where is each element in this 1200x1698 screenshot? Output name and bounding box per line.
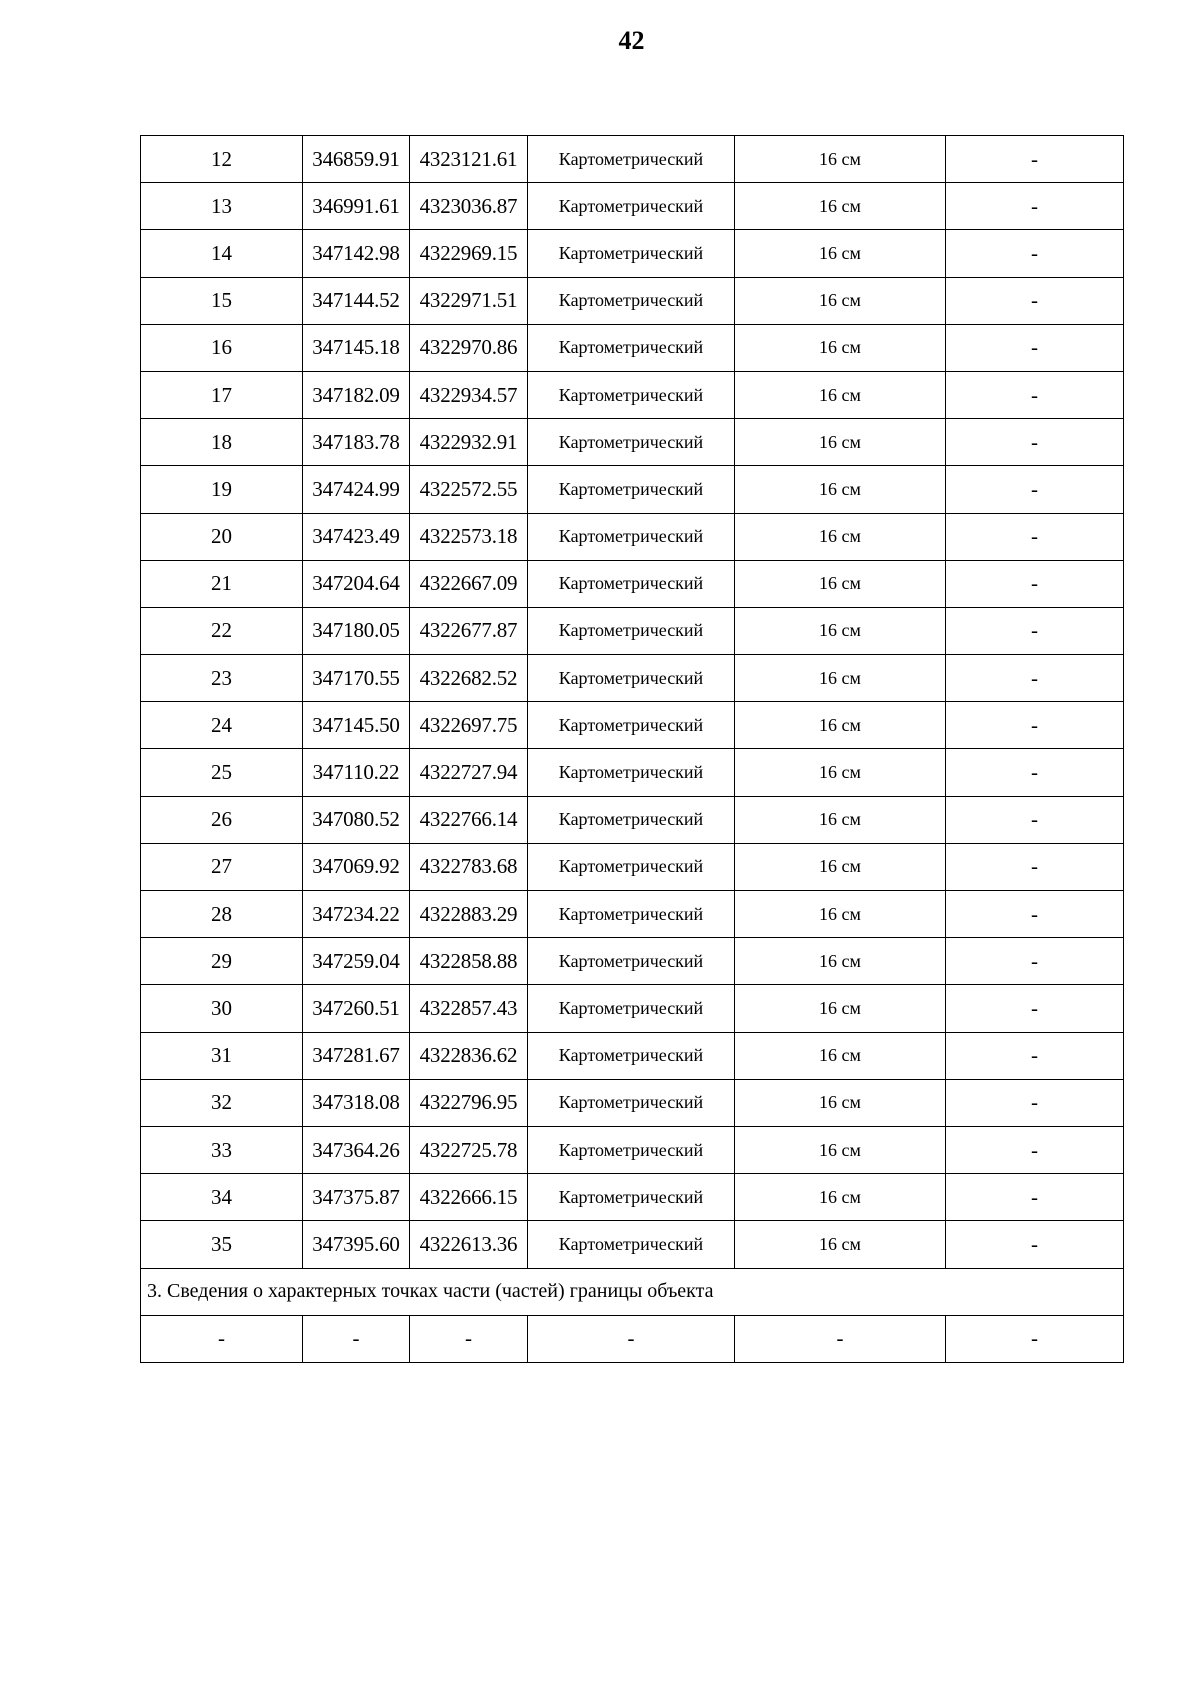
point-number-cell: 14: [141, 230, 303, 277]
description-cell: -: [946, 1079, 1124, 1126]
description-cell: -: [946, 1032, 1124, 1079]
table-row: [141, 560, 1124, 607]
y-coordinate-cell: 4322667.09: [410, 560, 528, 607]
table-row: [141, 938, 1124, 985]
precision-cell: 16 см: [735, 843, 946, 890]
table-row: [141, 796, 1124, 843]
empty-cell: -: [946, 1315, 1124, 1362]
y-coordinate-cell: 4322573.18: [410, 513, 528, 560]
method-cell: Картометрический: [528, 560, 735, 607]
point-number-cell: 19: [141, 466, 303, 513]
x-coordinate-cell: 347259.04: [303, 938, 410, 985]
x-coordinate-cell: 346991.61: [303, 183, 410, 230]
precision-cell: 16 см: [735, 1079, 946, 1126]
empty-cell: -: [410, 1315, 528, 1362]
y-coordinate-cell: 4322766.14: [410, 796, 528, 843]
description-cell: -: [946, 277, 1124, 324]
precision-cell: 16 см: [735, 938, 946, 985]
table-row: [141, 1315, 1124, 1362]
table-row: [141, 843, 1124, 890]
description-cell: -: [946, 607, 1124, 654]
x-coordinate-cell: 347180.05: [303, 607, 410, 654]
table-row: [141, 371, 1124, 418]
empty-cell: -: [735, 1315, 946, 1362]
method-cell: Картометрический: [528, 466, 735, 513]
table-row: [141, 702, 1124, 749]
table-row: [141, 277, 1124, 324]
description-cell: -: [946, 371, 1124, 418]
description-cell: -: [946, 891, 1124, 938]
empty-cell: -: [141, 1315, 303, 1362]
point-number-cell: 25: [141, 749, 303, 796]
x-coordinate-cell: 346859.91: [303, 136, 410, 183]
table-row: [141, 230, 1124, 277]
x-coordinate-cell: 347424.99: [303, 466, 410, 513]
x-coordinate-cell: 347182.09: [303, 371, 410, 418]
method-cell: Картометрический: [528, 985, 735, 1032]
x-coordinate-cell: 347145.50: [303, 702, 410, 749]
precision-cell: 16 см: [735, 607, 946, 654]
table-row: [141, 136, 1124, 183]
point-number-cell: 35: [141, 1221, 303, 1268]
y-coordinate-cell: 4322677.87: [410, 607, 528, 654]
point-number-cell: 31: [141, 1032, 303, 1079]
y-coordinate-cell: 4322971.51: [410, 277, 528, 324]
table-row: [141, 183, 1124, 230]
precision-cell: 16 см: [735, 655, 946, 702]
y-coordinate-cell: 4322572.55: [410, 466, 528, 513]
description-cell: -: [946, 560, 1124, 607]
precision-cell: 16 см: [735, 749, 946, 796]
table-row: [141, 1079, 1124, 1126]
table-row: [141, 1126, 1124, 1173]
table-row: [141, 466, 1124, 513]
y-coordinate-cell: 4322613.36: [410, 1221, 528, 1268]
point-number-cell: 13: [141, 183, 303, 230]
table-row: [141, 1174, 1124, 1221]
point-number-cell: 27: [141, 843, 303, 890]
y-coordinate-cell: 4322727.94: [410, 749, 528, 796]
x-coordinate-cell: 347260.51: [303, 985, 410, 1032]
section-title-row: [141, 1268, 1124, 1315]
method-cell: Картометрический: [528, 371, 735, 418]
precision-cell: 16 см: [735, 985, 946, 1032]
table-row: [141, 749, 1124, 796]
x-coordinate-cell: 347170.55: [303, 655, 410, 702]
point-number-cell: 26: [141, 796, 303, 843]
point-number-cell: 22: [141, 607, 303, 654]
empty-cell: -: [303, 1315, 410, 1362]
y-coordinate-cell: 4323036.87: [410, 183, 528, 230]
empty-cell: -: [528, 1315, 735, 1362]
precision-cell: 16 см: [735, 183, 946, 230]
point-number-cell: 18: [141, 419, 303, 466]
table-row: [141, 419, 1124, 466]
method-cell: Картометрический: [528, 324, 735, 371]
table-row: [141, 607, 1124, 654]
description-cell: -: [946, 419, 1124, 466]
description-cell: -: [946, 513, 1124, 560]
description-cell: -: [946, 230, 1124, 277]
description-cell: -: [946, 136, 1124, 183]
point-number-cell: 28: [141, 891, 303, 938]
table-row: [141, 513, 1124, 560]
y-coordinate-cell: 4322857.43: [410, 985, 528, 1032]
y-coordinate-cell: 4322934.57: [410, 371, 528, 418]
precision-cell: 16 см: [735, 277, 946, 324]
description-cell: -: [946, 655, 1124, 702]
point-number-cell: 30: [141, 985, 303, 1032]
point-number-cell: 29: [141, 938, 303, 985]
x-coordinate-cell: 347281.67: [303, 1032, 410, 1079]
precision-cell: 16 см: [735, 371, 946, 418]
precision-cell: 16 см: [735, 1126, 946, 1173]
description-cell: -: [946, 796, 1124, 843]
x-coordinate-cell: 347144.52: [303, 277, 410, 324]
x-coordinate-cell: 347204.64: [303, 560, 410, 607]
y-coordinate-cell: 4322883.29: [410, 891, 528, 938]
precision-cell: 16 см: [735, 891, 946, 938]
table-row: [141, 655, 1124, 702]
y-coordinate-cell: 4322970.86: [410, 324, 528, 371]
method-cell: Картометрический: [528, 277, 735, 324]
precision-cell: 16 см: [735, 230, 946, 277]
table-row: [141, 1221, 1124, 1268]
point-number-cell: 12: [141, 136, 303, 183]
point-number-cell: 24: [141, 702, 303, 749]
description-cell: -: [946, 985, 1124, 1032]
x-coordinate-cell: 347142.98: [303, 230, 410, 277]
precision-cell: 16 см: [735, 796, 946, 843]
y-coordinate-cell: 4322836.62: [410, 1032, 528, 1079]
x-coordinate-cell: 347364.26: [303, 1126, 410, 1173]
method-cell: Картометрический: [528, 938, 735, 985]
precision-cell: 16 см: [735, 419, 946, 466]
description-cell: -: [946, 183, 1124, 230]
precision-cell: 16 см: [735, 136, 946, 183]
point-number-cell: 20: [141, 513, 303, 560]
method-cell: Картометрический: [528, 183, 735, 230]
section-3-title: 3. Сведения о характерных точках части (частей) границы объекта: [141, 1268, 1124, 1315]
description-cell: -: [946, 466, 1124, 513]
y-coordinate-cell: 4322932.91: [410, 419, 528, 466]
precision-cell: 16 см: [735, 513, 946, 560]
y-coordinate-cell: 4322725.78: [410, 1126, 528, 1173]
method-cell: Картометрический: [528, 796, 735, 843]
precision-cell: 16 см: [735, 1174, 946, 1221]
precision-cell: 16 см: [735, 466, 946, 513]
method-cell: Картометрический: [528, 230, 735, 277]
point-number-cell: 15: [141, 277, 303, 324]
y-coordinate-cell: 4322783.68: [410, 843, 528, 890]
method-cell: Картометрический: [528, 702, 735, 749]
point-number-cell: 23: [141, 655, 303, 702]
method-cell: Картометрический: [528, 1126, 735, 1173]
boundary-points-table: [140, 135, 1124, 1363]
method-cell: Картометрический: [528, 1174, 735, 1221]
point-number-cell: 32: [141, 1079, 303, 1126]
table-row: [141, 891, 1124, 938]
method-cell: Картометрический: [528, 891, 735, 938]
y-coordinate-cell: 4323121.61: [410, 136, 528, 183]
x-coordinate-cell: 347375.87: [303, 1174, 410, 1221]
description-cell: -: [946, 749, 1124, 796]
description-cell: -: [946, 1174, 1124, 1221]
precision-cell: 16 см: [735, 560, 946, 607]
description-cell: -: [946, 1221, 1124, 1268]
method-cell: Картометрический: [528, 1032, 735, 1079]
precision-cell: 16 см: [735, 702, 946, 749]
point-number-cell: 17: [141, 371, 303, 418]
x-coordinate-cell: 347069.92: [303, 843, 410, 890]
x-coordinate-cell: 347183.78: [303, 419, 410, 466]
x-coordinate-cell: 347080.52: [303, 796, 410, 843]
y-coordinate-cell: 4322682.52: [410, 655, 528, 702]
point-number-cell: 16: [141, 324, 303, 371]
method-cell: Картометрический: [528, 1079, 735, 1126]
precision-cell: 16 см: [735, 1032, 946, 1079]
x-coordinate-cell: 347110.22: [303, 749, 410, 796]
description-cell: -: [946, 702, 1124, 749]
x-coordinate-cell: 347318.08: [303, 1079, 410, 1126]
x-coordinate-cell: 347234.22: [303, 891, 410, 938]
table-row: [141, 985, 1124, 1032]
description-cell: -: [946, 1126, 1124, 1173]
page-number: 42: [618, 26, 645, 55]
precision-cell: 16 см: [735, 1221, 946, 1268]
method-cell: Картометрический: [528, 136, 735, 183]
y-coordinate-cell: 4322858.88: [410, 938, 528, 985]
y-coordinate-cell: 4322796.95: [410, 1079, 528, 1126]
method-cell: Картометрический: [528, 843, 735, 890]
description-cell: -: [946, 938, 1124, 985]
description-cell: -: [946, 843, 1124, 890]
method-cell: Картометрический: [528, 513, 735, 560]
method-cell: Картометрический: [528, 655, 735, 702]
point-number-cell: 33: [141, 1126, 303, 1173]
x-coordinate-cell: 347395.60: [303, 1221, 410, 1268]
table-body: [141, 136, 1124, 1363]
description-cell: -: [946, 324, 1124, 371]
table-row: [141, 1032, 1124, 1079]
x-coordinate-cell: 347145.18: [303, 324, 410, 371]
point-number-cell: 34: [141, 1174, 303, 1221]
point-number-cell: 21: [141, 560, 303, 607]
y-coordinate-cell: 4322666.15: [410, 1174, 528, 1221]
method-cell: Картометрический: [528, 749, 735, 796]
method-cell: Картометрический: [528, 419, 735, 466]
y-coordinate-cell: 4322969.15: [410, 230, 528, 277]
x-coordinate-cell: 347423.49: [303, 513, 410, 560]
method-cell: Картометрический: [528, 1221, 735, 1268]
table-row: [141, 324, 1124, 371]
precision-cell: 16 см: [735, 324, 946, 371]
method-cell: Картометрический: [528, 607, 735, 654]
y-coordinate-cell: 4322697.75: [410, 702, 528, 749]
